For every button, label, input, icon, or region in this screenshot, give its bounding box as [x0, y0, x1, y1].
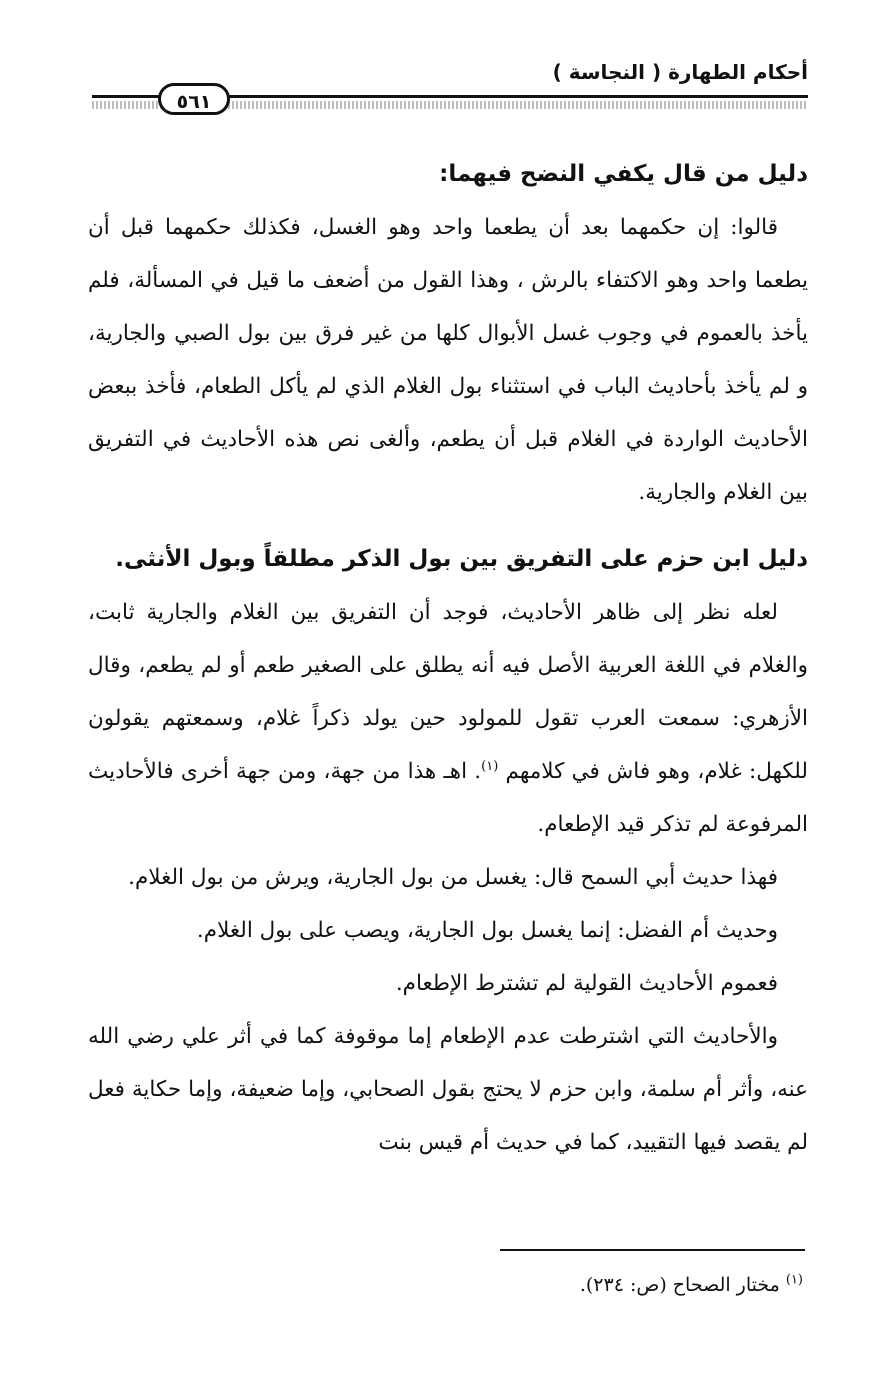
section-heading-1: دليل من قال يكفي النضح فيهما:: [439, 161, 808, 187]
paragraph-with-footnote: [88, 586, 808, 851]
running-title: أحكام الطهارة ( النجاسة ): [552, 60, 808, 84]
paragraph: فعموم الأحاديث القولية لم تشترط الإطعام.: [395, 971, 778, 996]
footnote-separator: [500, 1249, 805, 1251]
paragraph-text-continued: . اهـ هذا من جهة، ومن جهة أخرى فالأحاديث المرفوعة لم تذكر قيد الإطعام.: [88, 759, 808, 837]
main-text: [88, 148, 808, 1169]
paragraph-text: لعله نظر إلى ظاهر الأحاديث، فوجد أن التفريق بين الغلام والجارية ثابت، والغلام في اللغة العربية الأصل فيه أنه يطلق على الصغير طعم أو لم يطعم، وقال الأزهري: سمعت العرب تقول للمولود حين يولد ذكراً غلام، وسمعتهم يقولون للكهل: غلام، وهو فاش في كلامهم: [88, 600, 808, 784]
paragraph: وحديث أم الفضل: إنما يغسل بول الجارية، ويصب على بول الغلام.: [196, 918, 778, 943]
footnote-text: مختار الصحاح (ص: ٢٣٤).: [579, 1274, 780, 1296]
footnote-marker: (١): [785, 1272, 803, 1288]
paragraph: والأحاديث التي اشترطت عدم الإطعام إما موقوفة كما في أثر علي رضي الله عنه، وأثر أم سلمة، وابن حزم لا يحتج بقول الصحابي، وإما ضعيفة، وإما حكاية فعل لم يقصد فيها التقييد، كما في حديث أم قيس بنت: [88, 1024, 808, 1155]
section-gap: [88, 519, 808, 533]
paragraph: فهذا حديث أبي السمح قال: يغسل من بول الجارية، ويرش من بول الغلام.: [128, 865, 778, 890]
footnote: [580, 1274, 803, 1296]
paragraph: قالوا: إن حكمهما بعد أن يطعما واحد وهو الغسل، فكذلك حكمهما قبل أن يطعما واحد وهو الاكتفاء بالرش ، وهذا القول من أضعف ما قيل في المسألة، فلم يأخذ بالعموم في وجوب غسل الأبوال كلها من غير فرق بين بول الصبي والجارية، و لم يأخذ بأحاديث الباب في استثناء بول الغلام الذي لم يأكل الطعام، فأخذ ببعض الأحاديث الواردة في الغلام قبل أن يطعم، وألغى نص هذه الأحاديث في التفريق بين الغلام والجارية.: [88, 215, 808, 505]
footnote-reference[interactable]: (١): [481, 758, 499, 774]
section-heading-2: دليل ابن حزم على التفريق بين بول الذكر مطلقاً وبول الأنثى.: [115, 546, 808, 572]
page-number: ٥٦١: [158, 83, 230, 115]
